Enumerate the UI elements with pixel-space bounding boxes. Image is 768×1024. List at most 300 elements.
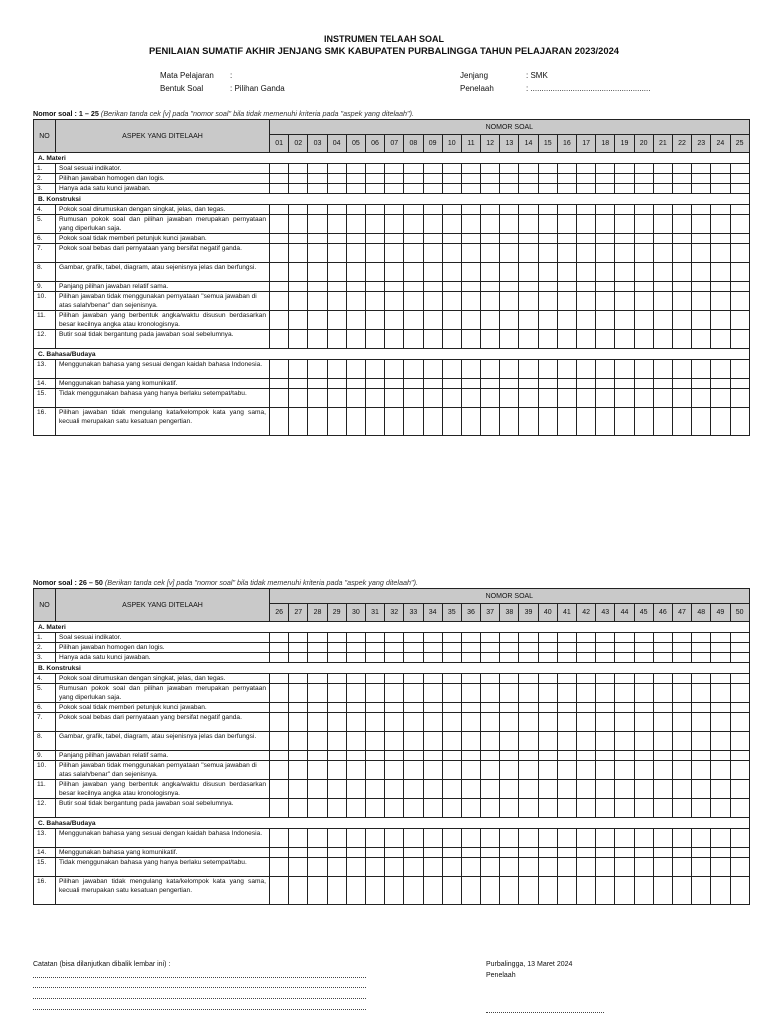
- check-cell[interactable]: [327, 244, 346, 263]
- check-cell[interactable]: [519, 234, 538, 244]
- check-cell[interactable]: [346, 713, 365, 732]
- check-cell[interactable]: [692, 164, 711, 174]
- check-cell[interactable]: [327, 174, 346, 184]
- check-cell[interactable]: [423, 780, 442, 799]
- check-cell[interactable]: [423, 205, 442, 215]
- check-cell[interactable]: [346, 829, 365, 848]
- check-cell[interactable]: [711, 633, 730, 643]
- check-cell[interactable]: [653, 703, 672, 713]
- check-cell[interactable]: [404, 234, 423, 244]
- check-cell[interactable]: [557, 829, 576, 848]
- check-cell[interactable]: [365, 653, 384, 663]
- check-cell[interactable]: [327, 643, 346, 653]
- check-cell[interactable]: [692, 408, 711, 436]
- check-cell[interactable]: [481, 751, 500, 761]
- check-cell[interactable]: [519, 292, 538, 311]
- check-cell[interactable]: [461, 184, 480, 194]
- check-cell[interactable]: [519, 877, 538, 905]
- check-cell[interactable]: [538, 653, 557, 663]
- check-cell[interactable]: [365, 780, 384, 799]
- check-cell[interactable]: [557, 164, 576, 174]
- check-cell[interactable]: [385, 389, 404, 408]
- check-cell[interactable]: [404, 684, 423, 703]
- check-cell[interactable]: [442, 780, 461, 799]
- check-cell[interactable]: [442, 713, 461, 732]
- check-cell[interactable]: [289, 703, 308, 713]
- check-cell[interactable]: [577, 311, 596, 330]
- check-cell[interactable]: [308, 184, 327, 194]
- check-cell[interactable]: [481, 205, 500, 215]
- check-cell[interactable]: [692, 282, 711, 292]
- check-cell[interactable]: [404, 184, 423, 194]
- check-cell[interactable]: [442, 703, 461, 713]
- check-cell[interactable]: [308, 799, 327, 818]
- check-cell[interactable]: [500, 282, 519, 292]
- check-cell[interactable]: [653, 379, 672, 389]
- check-cell[interactable]: [481, 848, 500, 858]
- check-cell[interactable]: [577, 653, 596, 663]
- check-cell[interactable]: [557, 282, 576, 292]
- check-cell[interactable]: [577, 848, 596, 858]
- check-cell[interactable]: [385, 205, 404, 215]
- check-cell[interactable]: [346, 684, 365, 703]
- check-cell[interactable]: [692, 205, 711, 215]
- check-cell[interactable]: [423, 164, 442, 174]
- check-cell[interactable]: [346, 703, 365, 713]
- check-cell[interactable]: [365, 282, 384, 292]
- check-cell[interactable]: [500, 234, 519, 244]
- check-cell[interactable]: [365, 215, 384, 234]
- check-cell[interactable]: [481, 389, 500, 408]
- check-cell[interactable]: [634, 360, 653, 379]
- check-cell[interactable]: [385, 674, 404, 684]
- check-cell[interactable]: [365, 174, 384, 184]
- check-cell[interactable]: [711, 713, 730, 732]
- check-cell[interactable]: [346, 215, 365, 234]
- check-cell[interactable]: [519, 674, 538, 684]
- check-cell[interactable]: [557, 205, 576, 215]
- check-cell[interactable]: [327, 674, 346, 684]
- check-cell[interactable]: [346, 780, 365, 799]
- check-cell[interactable]: [596, 215, 615, 234]
- check-cell[interactable]: [385, 877, 404, 905]
- check-cell[interactable]: [711, 282, 730, 292]
- check-cell[interactable]: [385, 408, 404, 436]
- check-cell[interactable]: [500, 858, 519, 877]
- check-cell[interactable]: [442, 877, 461, 905]
- check-cell[interactable]: [308, 713, 327, 732]
- check-cell[interactable]: [461, 379, 480, 389]
- check-cell[interactable]: [308, 292, 327, 311]
- check-cell[interactable]: [327, 234, 346, 244]
- check-cell[interactable]: [500, 164, 519, 174]
- check-cell[interactable]: [404, 703, 423, 713]
- check-cell[interactable]: [692, 780, 711, 799]
- check-cell[interactable]: [711, 263, 730, 282]
- check-cell[interactable]: [270, 292, 289, 311]
- check-cell[interactable]: [615, 799, 634, 818]
- check-cell[interactable]: [596, 751, 615, 761]
- check-cell[interactable]: [538, 234, 557, 244]
- check-cell[interactable]: [289, 389, 308, 408]
- check-cell[interactable]: [711, 829, 730, 848]
- check-cell[interactable]: [653, 263, 672, 282]
- check-cell[interactable]: [404, 205, 423, 215]
- check-cell[interactable]: [481, 292, 500, 311]
- check-cell[interactable]: [653, 799, 672, 818]
- check-cell[interactable]: [327, 761, 346, 780]
- check-cell[interactable]: [596, 799, 615, 818]
- check-cell[interactable]: [711, 389, 730, 408]
- check-cell[interactable]: [270, 205, 289, 215]
- check-cell[interactable]: [557, 389, 576, 408]
- check-cell[interactable]: [423, 858, 442, 877]
- check-cell[interactable]: [365, 684, 384, 703]
- check-cell[interactable]: [423, 244, 442, 263]
- check-cell[interactable]: [634, 761, 653, 780]
- check-cell[interactable]: [327, 215, 346, 234]
- check-cell[interactable]: [500, 799, 519, 818]
- check-cell[interactable]: [346, 799, 365, 818]
- check-cell[interactable]: [500, 205, 519, 215]
- check-cell[interactable]: [346, 330, 365, 349]
- check-cell[interactable]: [615, 205, 634, 215]
- check-cell[interactable]: [577, 643, 596, 653]
- check-cell[interactable]: [711, 703, 730, 713]
- check-cell[interactable]: [346, 292, 365, 311]
- check-cell[interactable]: [519, 633, 538, 643]
- check-cell[interactable]: [385, 174, 404, 184]
- check-cell[interactable]: [461, 713, 480, 732]
- check-cell[interactable]: [442, 311, 461, 330]
- check-cell[interactable]: [423, 174, 442, 184]
- check-cell[interactable]: [365, 732, 384, 751]
- check-cell[interactable]: [270, 751, 289, 761]
- check-cell[interactable]: [270, 780, 289, 799]
- check-cell[interactable]: [538, 379, 557, 389]
- check-cell[interactable]: [308, 174, 327, 184]
- check-cell[interactable]: [519, 643, 538, 653]
- check-cell[interactable]: [500, 311, 519, 330]
- check-cell[interactable]: [557, 799, 576, 818]
- check-cell[interactable]: [289, 653, 308, 663]
- check-cell[interactable]: [596, 643, 615, 653]
- check-cell[interactable]: [481, 234, 500, 244]
- check-cell[interactable]: [596, 703, 615, 713]
- check-cell[interactable]: [615, 234, 634, 244]
- check-cell[interactable]: [519, 780, 538, 799]
- check-cell[interactable]: [634, 330, 653, 349]
- check-cell[interactable]: [346, 184, 365, 194]
- check-cell[interactable]: [270, 282, 289, 292]
- check-cell[interactable]: [289, 761, 308, 780]
- check-cell[interactable]: [270, 244, 289, 263]
- check-cell[interactable]: [653, 877, 672, 905]
- check-cell[interactable]: [596, 282, 615, 292]
- check-cell[interactable]: [308, 703, 327, 713]
- check-cell[interactable]: [692, 360, 711, 379]
- check-cell[interactable]: [634, 633, 653, 643]
- check-cell[interactable]: [538, 703, 557, 713]
- check-cell[interactable]: [346, 674, 365, 684]
- check-cell[interactable]: [481, 653, 500, 663]
- check-cell[interactable]: [730, 389, 749, 408]
- check-cell[interactable]: [385, 732, 404, 751]
- check-cell[interactable]: [346, 311, 365, 330]
- check-cell[interactable]: [557, 633, 576, 643]
- check-cell[interactable]: [577, 674, 596, 684]
- check-cell[interactable]: [385, 799, 404, 818]
- check-cell[interactable]: [346, 408, 365, 436]
- check-cell[interactable]: [423, 184, 442, 194]
- check-cell[interactable]: [615, 330, 634, 349]
- check-cell[interactable]: [672, 674, 691, 684]
- catatan-line-1[interactable]: [33, 977, 366, 978]
- check-cell[interactable]: [615, 292, 634, 311]
- signature-line[interactable]: [486, 1012, 604, 1013]
- check-cell[interactable]: [692, 732, 711, 751]
- check-cell[interactable]: [385, 643, 404, 653]
- check-cell[interactable]: [481, 799, 500, 818]
- check-cell[interactable]: [481, 184, 500, 194]
- check-cell[interactable]: [500, 379, 519, 389]
- check-cell[interactable]: [653, 292, 672, 311]
- check-cell[interactable]: [423, 713, 442, 732]
- check-cell[interactable]: [404, 829, 423, 848]
- check-cell[interactable]: [404, 408, 423, 436]
- check-cell[interactable]: [404, 848, 423, 858]
- check-cell[interactable]: [557, 703, 576, 713]
- check-cell[interactable]: [596, 263, 615, 282]
- check-cell[interactable]: [308, 684, 327, 703]
- check-cell[interactable]: [481, 215, 500, 234]
- check-cell[interactable]: [500, 174, 519, 184]
- check-cell[interactable]: [500, 633, 519, 643]
- check-cell[interactable]: [308, 858, 327, 877]
- check-cell[interactable]: [500, 389, 519, 408]
- check-cell[interactable]: [557, 674, 576, 684]
- check-cell[interactable]: [461, 311, 480, 330]
- check-cell[interactable]: [365, 858, 384, 877]
- check-cell[interactable]: [423, 684, 442, 703]
- check-cell[interactable]: [481, 643, 500, 653]
- check-cell[interactable]: [519, 330, 538, 349]
- check-cell[interactable]: [346, 732, 365, 751]
- check-cell[interactable]: [730, 858, 749, 877]
- check-cell[interactable]: [308, 877, 327, 905]
- check-cell[interactable]: [519, 751, 538, 761]
- check-cell[interactable]: [481, 174, 500, 184]
- check-cell[interactable]: [711, 799, 730, 818]
- check-cell[interactable]: [711, 674, 730, 684]
- check-cell[interactable]: [672, 379, 691, 389]
- check-cell[interactable]: [404, 215, 423, 234]
- check-cell[interactable]: [500, 780, 519, 799]
- check-cell[interactable]: [423, 633, 442, 643]
- check-cell[interactable]: [385, 282, 404, 292]
- check-cell[interactable]: [730, 174, 749, 184]
- check-cell[interactable]: [327, 292, 346, 311]
- check-cell[interactable]: [308, 408, 327, 436]
- check-cell[interactable]: [672, 713, 691, 732]
- check-cell[interactable]: [538, 674, 557, 684]
- check-cell[interactable]: [346, 848, 365, 858]
- check-cell[interactable]: [365, 389, 384, 408]
- check-cell[interactable]: [653, 174, 672, 184]
- check-cell[interactable]: [346, 751, 365, 761]
- check-cell[interactable]: [615, 184, 634, 194]
- check-cell[interactable]: [577, 215, 596, 234]
- check-cell[interactable]: [481, 703, 500, 713]
- check-cell[interactable]: [289, 732, 308, 751]
- check-cell[interactable]: [442, 330, 461, 349]
- check-cell[interactable]: [423, 732, 442, 751]
- check-cell[interactable]: [653, 633, 672, 643]
- check-cell[interactable]: [557, 858, 576, 877]
- check-cell[interactable]: [730, 263, 749, 282]
- check-cell[interactable]: [692, 184, 711, 194]
- check-cell[interactable]: [404, 379, 423, 389]
- check-cell[interactable]: [365, 703, 384, 713]
- check-cell[interactable]: [308, 282, 327, 292]
- check-cell[interactable]: [500, 684, 519, 703]
- check-cell[interactable]: [327, 653, 346, 663]
- check-cell[interactable]: [442, 799, 461, 818]
- check-cell[interactable]: [596, 780, 615, 799]
- check-cell[interactable]: [289, 292, 308, 311]
- check-cell[interactable]: [653, 244, 672, 263]
- check-cell[interactable]: [442, 234, 461, 244]
- check-cell[interactable]: [615, 311, 634, 330]
- check-cell[interactable]: [385, 184, 404, 194]
- check-cell[interactable]: [538, 330, 557, 349]
- check-cell[interactable]: [730, 282, 749, 292]
- check-cell[interactable]: [634, 829, 653, 848]
- check-cell[interactable]: [404, 164, 423, 174]
- check-cell[interactable]: [404, 858, 423, 877]
- check-cell[interactable]: [327, 713, 346, 732]
- check-cell[interactable]: [404, 761, 423, 780]
- check-cell[interactable]: [500, 713, 519, 732]
- check-cell[interactable]: [634, 164, 653, 174]
- check-cell[interactable]: [692, 311, 711, 330]
- check-cell[interactable]: [404, 877, 423, 905]
- check-cell[interactable]: [365, 633, 384, 643]
- check-cell[interactable]: [308, 389, 327, 408]
- check-cell[interactable]: [442, 184, 461, 194]
- check-cell[interactable]: [481, 674, 500, 684]
- check-cell[interactable]: [270, 653, 289, 663]
- check-cell[interactable]: [327, 858, 346, 877]
- check-cell[interactable]: [404, 282, 423, 292]
- check-cell[interactable]: [385, 292, 404, 311]
- check-cell[interactable]: [500, 761, 519, 780]
- check-cell[interactable]: [519, 164, 538, 174]
- check-cell[interactable]: [365, 164, 384, 174]
- check-cell[interactable]: [577, 858, 596, 877]
- check-cell[interactable]: [346, 379, 365, 389]
- check-cell[interactable]: [423, 829, 442, 848]
- check-cell[interactable]: [730, 379, 749, 389]
- check-cell[interactable]: [308, 360, 327, 379]
- check-cell[interactable]: [557, 780, 576, 799]
- check-cell[interactable]: [481, 684, 500, 703]
- check-cell[interactable]: [672, 292, 691, 311]
- check-cell[interactable]: [289, 684, 308, 703]
- check-cell[interactable]: [634, 703, 653, 713]
- check-cell[interactable]: [557, 848, 576, 858]
- check-cell[interactable]: [672, 684, 691, 703]
- check-cell[interactable]: [346, 282, 365, 292]
- check-cell[interactable]: [461, 829, 480, 848]
- check-cell[interactable]: [615, 174, 634, 184]
- check-cell[interactable]: [519, 829, 538, 848]
- check-cell[interactable]: [365, 263, 384, 282]
- check-cell[interactable]: [423, 799, 442, 818]
- check-cell[interactable]: [461, 633, 480, 643]
- check-cell[interactable]: [692, 379, 711, 389]
- check-cell[interactable]: [442, 215, 461, 234]
- check-cell[interactable]: [423, 389, 442, 408]
- check-cell[interactable]: [270, 829, 289, 848]
- check-cell[interactable]: [461, 858, 480, 877]
- check-cell[interactable]: [461, 848, 480, 858]
- check-cell[interactable]: [692, 684, 711, 703]
- check-cell[interactable]: [538, 751, 557, 761]
- check-cell[interactable]: [596, 174, 615, 184]
- check-cell[interactable]: [481, 282, 500, 292]
- check-cell[interactable]: [596, 389, 615, 408]
- check-cell[interactable]: [423, 751, 442, 761]
- check-cell[interactable]: [461, 164, 480, 174]
- check-cell[interactable]: [308, 263, 327, 282]
- check-cell[interactable]: [557, 653, 576, 663]
- check-cell[interactable]: [596, 713, 615, 732]
- check-cell[interactable]: [711, 184, 730, 194]
- check-cell[interactable]: [519, 858, 538, 877]
- check-cell[interactable]: [634, 732, 653, 751]
- check-cell[interactable]: [442, 858, 461, 877]
- check-cell[interactable]: [461, 643, 480, 653]
- check-cell[interactable]: [672, 829, 691, 848]
- check-cell[interactable]: [634, 184, 653, 194]
- check-cell[interactable]: [711, 215, 730, 234]
- check-cell[interactable]: [711, 292, 730, 311]
- check-cell[interactable]: [577, 877, 596, 905]
- check-cell[interactable]: [365, 379, 384, 389]
- check-cell[interactable]: [289, 877, 308, 905]
- check-cell[interactable]: [270, 311, 289, 330]
- check-cell[interactable]: [615, 674, 634, 684]
- check-cell[interactable]: [577, 282, 596, 292]
- check-cell[interactable]: [423, 330, 442, 349]
- check-cell[interactable]: [557, 732, 576, 751]
- check-cell[interactable]: [519, 732, 538, 751]
- check-cell[interactable]: [538, 205, 557, 215]
- check-cell[interactable]: [577, 244, 596, 263]
- check-cell[interactable]: [711, 848, 730, 858]
- check-cell[interactable]: [653, 713, 672, 732]
- check-cell[interactable]: [404, 292, 423, 311]
- check-cell[interactable]: [634, 244, 653, 263]
- check-cell[interactable]: [461, 282, 480, 292]
- check-cell[interactable]: [500, 215, 519, 234]
- check-cell[interactable]: [404, 799, 423, 818]
- check-cell[interactable]: [711, 858, 730, 877]
- check-cell[interactable]: [404, 311, 423, 330]
- check-cell[interactable]: [270, 877, 289, 905]
- check-cell[interactable]: [692, 703, 711, 713]
